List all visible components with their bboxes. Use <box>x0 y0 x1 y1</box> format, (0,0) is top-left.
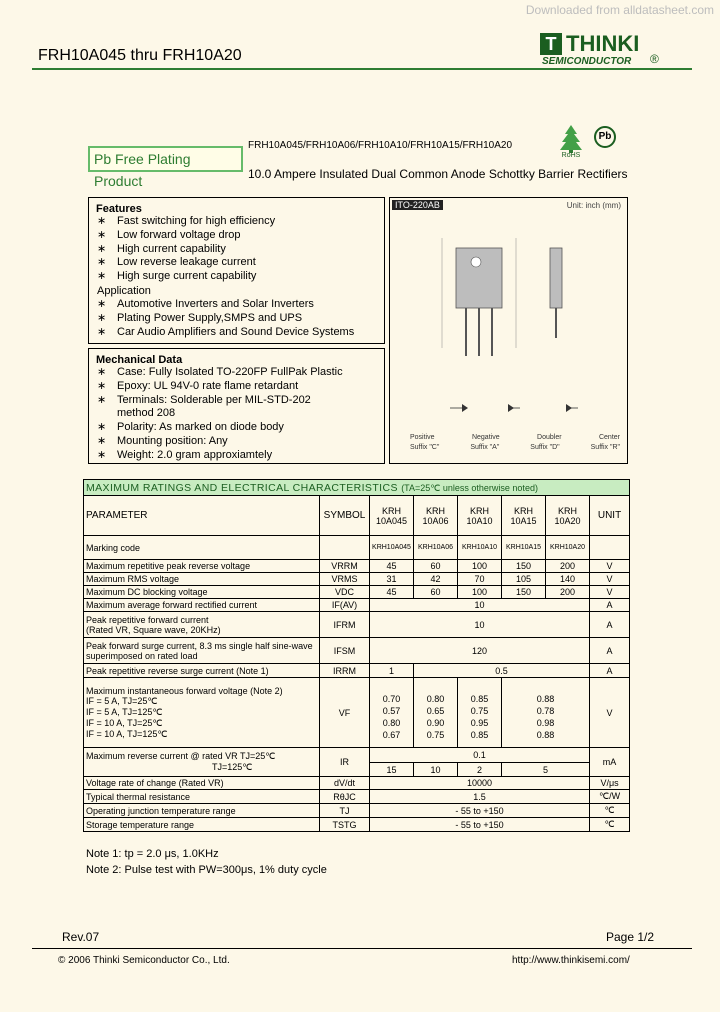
list-item-continuation: method 208 <box>117 407 176 420</box>
logo-registered: ® <box>650 52 659 66</box>
features-box <box>88 197 385 344</box>
product-subtitle: 10.0 Ampere Insulated Dual Common Anode Schottky Barrier Rectifiers <box>248 167 628 181</box>
ratings-table: MAXIMUM RATINGS AND ELECTRICAL CHARACTERISTICS (TA=25℃ unless otherwise noted) PARAMETER SYMBOL KRH 10A045 KRH 10A06 KRH 10A10 KRH 10A15 KRH 10A20 UNIT Marking code KRH10A045 KRH10A06 KRH10A10 KRH10A15 KRH10A20 Maximum repetitive peak reverse voltage VRRM 45 60 100 150 200 V Maximum RMS voltage VRMS 31 42 70 105 140 V Maximum DC blocking voltage VDC 45 60 100 150 200 V Maximum average forward rectified current IF(AV) 10 A Peak repetitive forward current (Rated VR, Square wave, 20KHz) IFRM 10 A Peak forward surge current, 8.3 ms single half sine-wave superimposed on rated load IFSM 120 A Peak repetitive reverse surge current (Note 1) IRRM 1 0.5 A Maximum instantaneous forward voltage (Note 2) IF = 5 A, TJ=25℃ IF = 5 A, TJ=125℃ IF = 10 A, TJ=25℃ IF = 10 A, TJ=125℃ VF 0.70 0.57 0.80 0.67 0.80 0.65 0.90 0.75 0.85 0.75 0.95 0.85 0.88 0.78 0.98 0.88 V Maximum reverse current @ rated VR TJ=25℃ TJ=125℃ IR 0.1 mA 15 10 2 5 Voltage rate of change (Rated VR) dV/dt 10000 V/μs Typical thermal resistance RθJC 1.5 ℃/W Operating junction temperature range TJ - 55 to +150 ℃ Storage temperature range TSTG - 55 to +150 ℃ <box>83 479 630 832</box>
bullet-icon: ∗ <box>97 256 107 269</box>
col-part-4: KRH 10A15 <box>502 496 546 536</box>
copyright: © 2006 Thinki Semiconductor Co., Ltd. <box>58 955 230 966</box>
table-row: Maximum DC blocking voltage VDC 45 60 100 150 200 V <box>84 586 630 599</box>
bullet-icon: ∗ <box>97 215 107 227</box>
table-row: Maximum repetitive peak reverse voltage VRRM 45 60 100 150 200 V <box>84 560 630 573</box>
package-outline-graphic <box>390 198 627 463</box>
table-row-marking: Marking code KRH10A045 KRH10A06 KRH10A10 KRH10A15 KRH10A20 <box>84 536 630 560</box>
bullet-icon: ∗ <box>97 228 107 241</box>
bullet-icon: ∗ <box>97 434 107 447</box>
package-name: ITO-220AB <box>392 200 443 210</box>
bullet-icon: ∗ <box>97 366 107 378</box>
application-item: ∗ Plating Power Supply,SMPS and UPS <box>97 311 303 324</box>
bullet-icon: ∗ <box>97 270 107 283</box>
mechanical-box <box>88 348 385 464</box>
rohs-tree-icon <box>556 124 586 158</box>
table-row-peak-repetitive: Peak repetitive forward current (Rated VR, Square wave, 20KHz) IFRM 10 A <box>84 612 630 638</box>
label-center: Center <box>598 434 620 441</box>
table-row-forward-voltage: Maximum instantaneous forward voltage (Note 2) IF = 5 A, TJ=25℃ IF = 5 A, TJ=125℃ IF = 10 A, TJ=25℃ IF = 10 A, TJ=125℃ VF 0.70 0.57 0.80 0.67 0.80 0.65 0.90 0.75 0.85 0.75 0.95 0.85 0.88 0.78 0.98 0.88 V <box>84 678 630 748</box>
part-numbers: FRH10A045/FRH10A06/FRH10A10/FRH10A15/FRH10A20 <box>248 140 513 151</box>
mechanical-item: ∗ Case: Fully Isolated TO-220FP FullPak Plastic <box>97 366 343 378</box>
suffix-labels <box>410 444 620 451</box>
table-row-avg-current: Maximum average forward rectified current IF(AV) 10 A <box>84 599 630 612</box>
label-doubler: Doubler <box>537 434 562 441</box>
col-unit: UNIT <box>590 496 630 536</box>
table-row-reverse-current: Maximum reverse current @ rated VR TJ=25℃ TJ=125℃ IR 0.1 mA <box>84 748 630 763</box>
unit-label: Unit: inch (mm) <box>566 201 621 210</box>
revision: Rev.07 <box>62 930 100 944</box>
mechanical-item: ∗ Mounting position: Any <box>97 434 228 447</box>
watermark: Downloaded from alldatasheet.com <box>525 3 714 17</box>
features-list <box>97 215 384 284</box>
table-row: Storage temperature range TSTG - 55 to +150 ℃ <box>84 818 630 832</box>
website-link[interactable]: http://www.thinkisemi.com/ <box>512 955 630 966</box>
col-symbol: SYMBOL <box>320 496 370 536</box>
header-divider <box>32 68 692 70</box>
ratings-table-wrapper <box>83 479 629 832</box>
package-drawing <box>389 197 628 464</box>
application-list <box>97 298 384 339</box>
pb-free-icon: Pb <box>594 126 616 148</box>
bullet-icon: ∗ <box>97 297 107 310</box>
feature-item: ∗ High surge current capability <box>97 270 257 283</box>
application-item: ∗ Car Audio Amplifiers and Sound Device Systems <box>97 325 355 338</box>
table-row: Typical thermal resistance RθJC 1.5 ℃/W <box>84 790 630 804</box>
table-row: Voltage rate of change (Rated VR) dV/dt 10000 V/μs <box>84 777 630 790</box>
table-row-surge: Peak forward surge current, 8.3 ms single half sine-wave superimposed on rated load IFSM 120 A <box>84 638 630 664</box>
bullet-icon: ∗ <box>97 325 107 338</box>
mechanical-item: ∗ Epoxy: UL 94V-0 rate flame retardant <box>97 379 299 392</box>
col-parameter: PARAMETER <box>84 496 320 536</box>
rohs-text: RoHS <box>561 152 581 158</box>
feature-item: ∗ Low forward voltage drop <box>97 228 241 241</box>
feature-item: ∗ Low reverse leakage current <box>97 256 256 269</box>
mechanical-item: ∗ Polarity: As marked on diode body <box>97 421 284 434</box>
mechanical-item: ∗ Weight: 2.0 gram approxiamtely <box>97 448 273 461</box>
table-row-reverse-surge: Peak repetitive reverse surge current (Note 1) IRRM 1 0.5 A <box>84 664 630 678</box>
table-row: Maximum RMS voltage VRMS 31 42 70 105 140 V <box>84 573 630 586</box>
pb-free-label: Pb Free Plating Product <box>88 146 243 172</box>
features-title: Features <box>96 203 142 215</box>
mechanical-list <box>97 366 384 463</box>
bullet-icon: ∗ <box>97 421 107 434</box>
note-1: Note 1: tp = 2.0 μs, 1.0KHz <box>86 848 219 860</box>
polarity-labels <box>410 434 620 441</box>
feature-item: ∗ High current capability <box>97 242 226 255</box>
feature-item: ∗ Fast switching for high efficiency <box>97 215 276 227</box>
col-part-1: KRH 10A045 <box>370 496 414 536</box>
bullet-icon: ∗ <box>97 379 107 392</box>
bullet-icon: ∗ <box>97 393 107 406</box>
application-title: Application <box>97 284 151 297</box>
col-part-2: KRH 10A06 <box>414 496 458 536</box>
suffix-r: Suffix "R" <box>590 444 620 451</box>
footer-divider <box>32 948 692 949</box>
note-2: Note 2: Pulse test with PW=300μs, 1% duty cycle <box>86 864 327 876</box>
mechanical-item: ∗ Terminals: Solderable per MIL-STD-202 <box>97 393 311 406</box>
col-part-5: KRH 10A20 <box>546 496 590 536</box>
suffix-d: Suffix "D" <box>530 444 560 451</box>
table-row: Operating junction temperature range TJ - 55 to +150 ℃ <box>84 804 630 818</box>
bullet-icon: ∗ <box>97 242 107 255</box>
label-negative: Negative <box>471 434 500 441</box>
suffix-a: Suffix "A" <box>470 444 500 451</box>
logo-sub: SEMICONDUCTOR <box>542 56 632 67</box>
col-part-3: KRH 10A10 <box>458 496 502 536</box>
page-number: Page 1/2 <box>606 930 655 944</box>
bullet-icon: ∗ <box>97 448 107 461</box>
mechanical-title: Mechanical Data <box>96 354 183 366</box>
table-title: MAXIMUM RATINGS AND ELECTRICAL CHARACTERISTICS (TA=25℃ unless otherwise noted) <box>84 480 630 496</box>
suffix-c: Suffix "C" <box>410 444 440 451</box>
page-title: FRH10A045 thru FRH10A20 <box>38 47 242 64</box>
company-logo <box>540 30 690 70</box>
bullet-icon: ∗ <box>97 311 107 324</box>
label-positive: Positive <box>410 434 435 441</box>
logo-mark: T <box>540 33 562 55</box>
application-item: ∗ Automotive Inverters and Solar Inverters <box>97 297 314 310</box>
logo-name: THINKI <box>566 31 640 56</box>
